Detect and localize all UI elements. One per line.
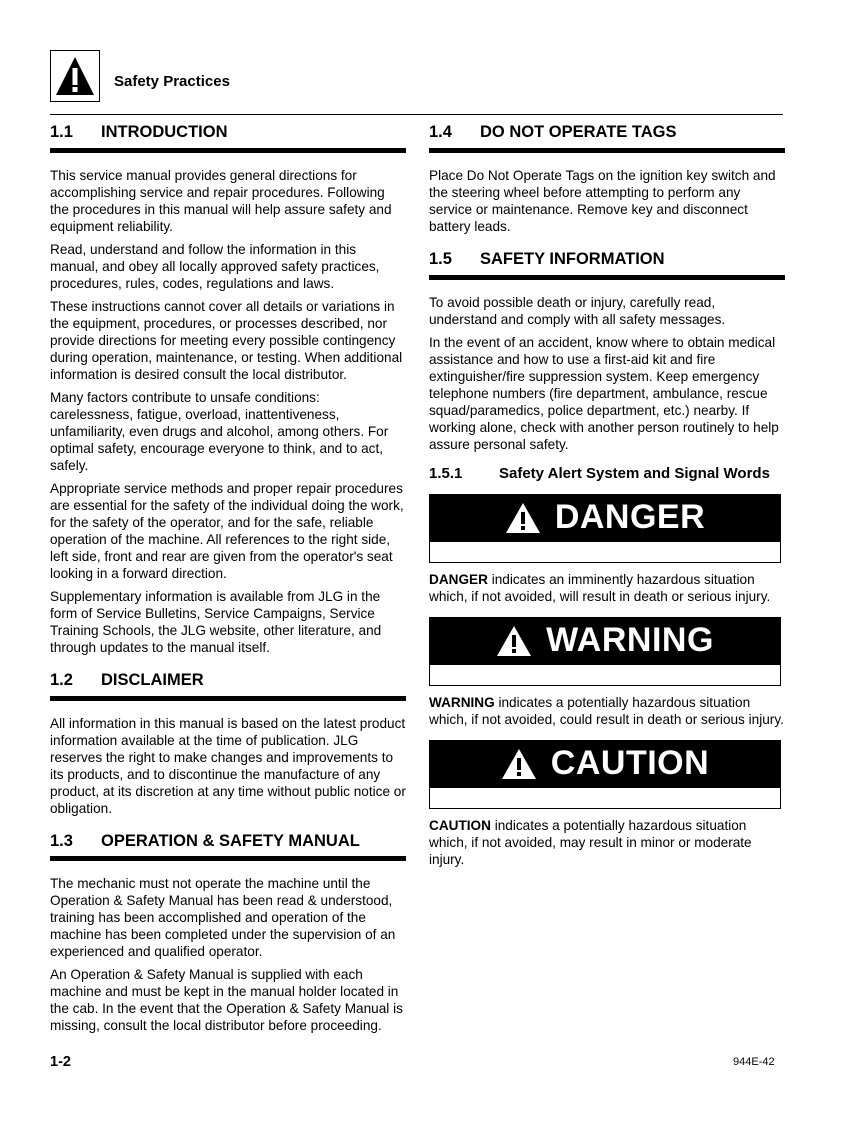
paragraph: Place Do Not Operate Tags on the ignition key switch and the steering wheel before attempting to perform any service or maintenance. Remove key and disconnect battery leads.: [429, 167, 776, 234]
warning-triangle-icon: [496, 625, 532, 657]
paragraph: An Operation & Safety Manual is supplied with each machine and must be kept in the manual holder located in the cab. In the event that the Operation & Safety Manual is missing, consult the local distributor before proceeding.: [50, 967, 403, 1034]
warning-keyword: WARNING: [429, 694, 495, 710]
section-heading-1-3: [50, 829, 406, 862]
paragraph: All information in this manual is based on the latest product information available at the time of publication. JLG reserves the right to make changes and improvements to its products, and to discontinue the manufacture of any product, at its discretion at any time without public notice or obligation.: [50, 715, 406, 816]
section-heading-1-5: [429, 247, 785, 280]
warning-signal-bar: [429, 617, 781, 665]
subsection-title: Safety Alert System and Signal Words: [499, 464, 770, 482]
danger-keyword: DANGER: [429, 571, 488, 587]
section-title: DISCLAIMER: [101, 670, 204, 689]
caution-description: [429, 817, 785, 868]
section-number: 1.4: [429, 123, 452, 141]
section-heading-1-1: [50, 120, 406, 153]
warning-blank-strip: [429, 665, 781, 686]
paragraph: To avoid possible death or injury, carefully read, understand and comply with all safety messages.: [429, 294, 726, 327]
section-number: 1.1: [50, 123, 73, 141]
danger-label: DANGER: [554, 498, 706, 537]
danger-signal-bar: [429, 494, 781, 542]
caution-label: CAUTION: [550, 744, 710, 783]
section-heading-1-2: [50, 668, 406, 701]
paragraph: Many factors contribute to unsafe conditions: carelessness, fatigue, overload, inattentiveness, unfamiliarity, even drugs and alcohol, among others. For optimal safety, encourage everyone to think, and to act, safely.: [50, 389, 389, 473]
right-column: [429, 120, 785, 880]
paragraph: This service manual provides general directions for accomplishing service and repair procedures. Following the procedures in this manual will help assure safety and equipment reliability.: [50, 167, 392, 234]
paragraph: These instructions cannot cover all details or variations in the equipment, procedures, or processes described, nor provide directions for meeting every possible contingency during operation, maintenance, or testing. When additional information is desired consult the local distributor.: [50, 298, 403, 382]
warning-triangle-icon: [505, 502, 541, 534]
section-number: 1.5: [429, 249, 452, 268]
section-title: INTRODUCTION: [101, 123, 228, 141]
caution-signal-bar: [429, 740, 781, 788]
section-number: 1.3: [50, 831, 73, 850]
section-number: 1.2: [50, 670, 73, 689]
document-id: 944E-42: [733, 1056, 775, 1068]
warning-label: WARNING: [546, 621, 714, 660]
paragraph: In the event of an accident, know where to obtain medical assistance and how to use a first-aid kit and fire extinguisher/fire suppression system. Keep emergency telephone numbers (fire department, ambulance, rescue squad/paramedics, police department, etc.) nearby. If working alone, check with another person routinely to help assure personal safety.: [429, 334, 779, 452]
page-number: 1-2: [50, 1054, 71, 1070]
header-rule: [50, 114, 783, 115]
subsection-heading-1-5-1: [429, 465, 785, 482]
warning-triangle-icon: [501, 748, 537, 780]
paragraph: Supplementary information is available from JLG in the form of Service Bulletins, Service Campaigns, Service Training Schools, the JLG website, other literature, and through updates to the manual itself.: [50, 588, 382, 655]
danger-signal-panel: [429, 494, 781, 563]
caution-text: indicates a potentially hazardous situation which, if not avoided, may result in minor or moderate injury.: [429, 817, 752, 867]
paragraph: The mechanic must not operate the machine until the Operation & Safety Manual has been read & understood, training has been accomplished and operation of the machine has been completed under the supervision of an experienced and qualified operator.: [50, 876, 396, 960]
paragraph: Appropriate service methods and proper repair procedures are essential for the safety of the individual doing the work, for the safety of the operator, and for the safe, reliable operation of the machine. All references to the right side, left side, front and rear are given from the operator's seat looking in a forward direction.: [50, 480, 404, 581]
warning-description: [429, 694, 785, 728]
danger-blank-strip: [429, 542, 781, 563]
warning-text: indicates a potentially hazardous situation which, if not avoided, could result in death or serious injury.: [429, 694, 784, 727]
danger-text: indicates an imminently hazardous situation which, if not avoided, will result in death or serious injury.: [429, 571, 771, 604]
danger-description: [429, 571, 785, 605]
section-title: OPERATION & SAFETY MANUAL: [101, 831, 360, 850]
section-heading-1-4: [429, 120, 785, 153]
caution-keyword: CAUTION: [429, 817, 491, 833]
caution-blank-strip: [429, 788, 781, 809]
section-title: SAFETY INFORMATION: [480, 249, 665, 268]
warning-signal-panel: [429, 617, 781, 686]
safety-header-icon-box: [50, 50, 100, 102]
subsection-number: 1.5.1: [429, 464, 463, 482]
page-header-title: Safety Practices: [114, 73, 230, 90]
paragraph: Read, understand and follow the information in this manual, and obey all locally approved safety practices, procedures, rules, codes, regulations and laws.: [50, 241, 380, 291]
left-column: [50, 120, 406, 1040]
section-title: DO NOT OPERATE TAGS: [480, 123, 677, 141]
caution-signal-panel: [429, 740, 781, 809]
warning-triangle-icon: [54, 55, 96, 97]
